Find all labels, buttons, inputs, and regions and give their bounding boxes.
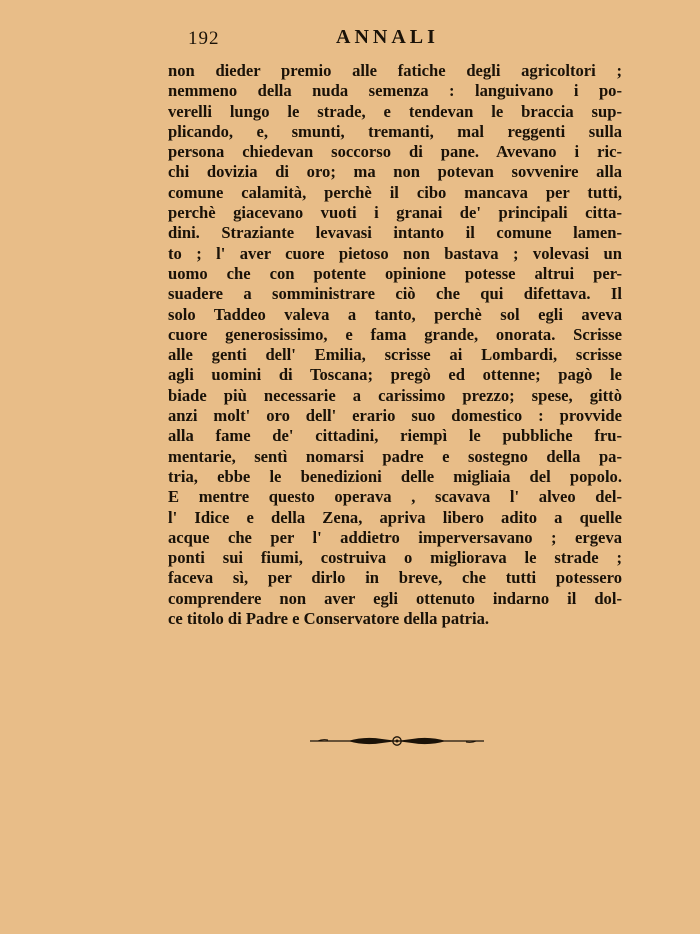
text-line: uomo che con potente opinione potesse altrui per-: [168, 263, 622, 283]
text-line: chi dovizia di oro; ma non potevan sovvenire alla: [168, 162, 622, 182]
text-line: persona chiedevan soccorso di pane. Avevano i ric-: [168, 142, 622, 162]
text-line: ponti sui fiumi, costruiva o migliorava le strade ;: [168, 548, 622, 568]
text-line: verelli lungo le strade, e tendevan le braccia sup-: [168, 101, 622, 121]
text-line: alle genti dell' Emilia, scrisse ai Lombardi, scrisse: [168, 345, 622, 365]
text-line-last: ce titolo di Padre e Conservatore della patria.: [168, 609, 490, 629]
text-line: solo Taddeo valeva a tanto, perchè sol egli aveva: [168, 304, 622, 324]
text-line: suadere a somministrare ciò che qui difettava. Il: [168, 284, 622, 304]
text-line: agli uomini di Toscana; pregò ed ottenne; pagò le: [168, 365, 622, 385]
text-line: mentarie, sentì nomarsi padre e sostegno della pa-: [168, 446, 622, 466]
running-head: [168, 26, 622, 50]
text-line: perchè giacevano vuoti i granai de' principali citta-: [168, 203, 622, 223]
text-line: dini. Straziante levavasi intanto il comune lamen-: [168, 223, 622, 243]
text-line: to ; l' aver cuore pietoso non bastava ; volevasi un: [168, 243, 622, 263]
text-line: nemmeno della nuda semenza : languivano i po-: [168, 81, 622, 101]
body-text: [168, 61, 622, 629]
text-line: plicando, e, smunti, tremanti, mal reggenti sulla: [168, 121, 622, 141]
text-line: anzi molt' oro dell' erario suo domestico : provvide: [168, 406, 622, 426]
running-title: ANNALI: [336, 26, 439, 48]
text-line: cuore generosissimo, e fama grande, onorata. Scrisse: [168, 324, 622, 344]
text-line: biade più necessarie a carissimo prezzo; spese, gittò: [168, 385, 622, 405]
page-number: 192: [188, 28, 220, 49]
tailpiece-ornament-icon: [310, 733, 484, 749]
text-line: comprendere non aver egli ottenuto indarno il dol-: [168, 588, 622, 608]
text-line: l' Idice e della Zena, apriva libero adito a quelle: [168, 507, 622, 527]
text-line: alla fame de' cittadini, riempì le pubbliche fru-: [168, 426, 622, 446]
text-line: non dieder premio alle fatiche degli agricoltori ;: [168, 61, 622, 80]
text-line: E mentre questo operava , scavava l' alveo del-: [168, 487, 622, 507]
text-line: acque che per l' addietro imperversavano ; ergeva: [168, 527, 622, 547]
text-line: faceva sì, per dirlo in breve, che tutti potessero: [168, 568, 622, 588]
text-line: tria, ebbe le benedizioni delle migliaia del popolo.: [168, 466, 622, 486]
text-line: comune calamità, perchè il cibo mancava per tutti,: [168, 182, 622, 202]
